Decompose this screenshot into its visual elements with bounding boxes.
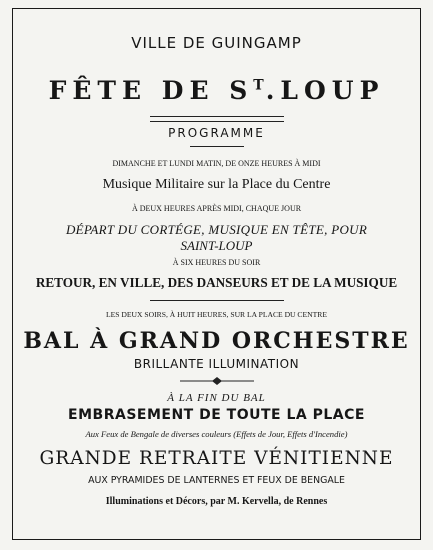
cortege-line-2: SAINT-LOUP	[180, 238, 253, 253]
bengal-fires-line: Aux Feux de Bengale de diverses couleurs (Effets de Jour, Effets d'Incendie)	[85, 429, 348, 439]
lantern-pyramids-line: AUX PYRAMIDES DE LANTERNES ET FEUX DE BENGALE	[88, 475, 345, 486]
schedule-evening: À SIX HEURES DU SOIR	[172, 258, 261, 267]
poster-title	[0, 78, 433, 103]
illumination-line: BRILLANTE ILLUMINATION	[133, 357, 300, 371]
cortege-line-1: DÉPART DU CORTÉGE, MUSIQUE EN TÊTE, POUR	[65, 222, 368, 237]
programme-heading: PROGRAMME	[168, 126, 265, 140]
programme-rule	[190, 146, 244, 147]
town-heading: VILLE DE GUINGAMP	[131, 34, 302, 52]
embrasement-line: EMBRASEMENT DE TOUTE LA PLACE	[68, 407, 365, 423]
schedule-morning: DIMANCHE ET LUNDI MATIN, DE ONZE HEURES À MIDI	[112, 159, 321, 168]
ornament-divider	[180, 377, 254, 385]
decorations-credit-line: Illuminations et Décors, par M. Kervella, de Rennes	[105, 496, 328, 507]
schedule-afternoon: À DEUX HEURES APRÈS MIDI, CHAQUE JOUR	[131, 204, 302, 213]
title-superscript: T	[253, 77, 266, 94]
end-of-ball-line: À LA FIN DU BAL	[167, 392, 266, 404]
dancers-return-line: RETOUR, EN VILLE, DES DANSEURS ET DE LA MUSIQUE	[35, 275, 398, 290]
title-part-2: .LOUP	[265, 76, 385, 105]
military-music-line: Musique Militaire sur la Place du Centre	[102, 177, 331, 192]
section-rule	[150, 300, 284, 301]
grand-ball-line: BAL À GRAND ORCHESTRE	[23, 328, 410, 354]
venetian-retreat-line: GRANDE RETRAITE VÉNITIENNE	[39, 448, 394, 469]
title-part-1: FÊTE DE S	[48, 76, 254, 105]
title-double-rule	[150, 116, 284, 122]
schedule-nights: LES DEUX SOIRS, À HUIT HEURES, SUR LA PLACE DU CENTRE	[106, 310, 327, 319]
